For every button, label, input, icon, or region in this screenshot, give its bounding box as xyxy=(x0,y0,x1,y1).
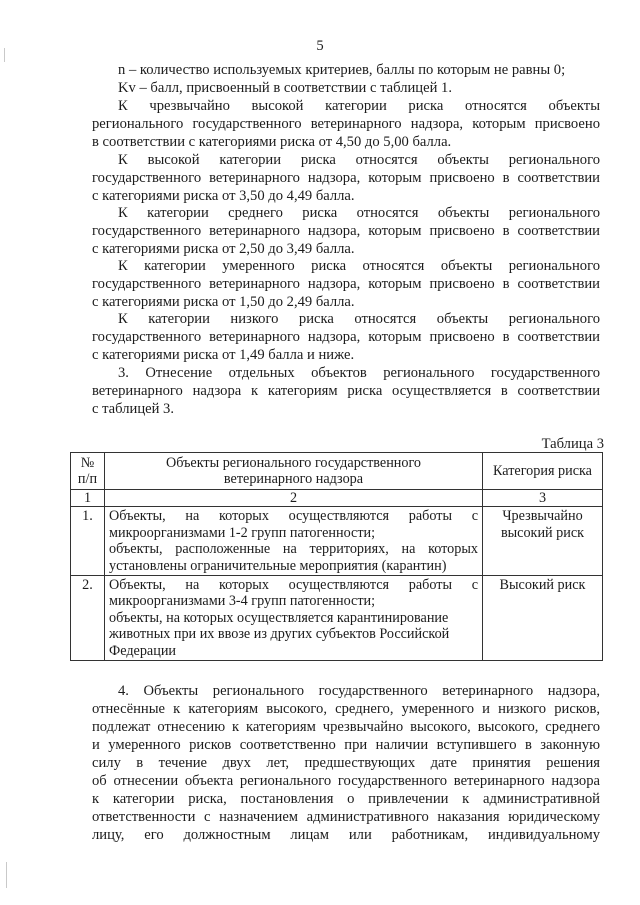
para-high-risk-line-2: государственного ветеринарного надзора, которым присвоено в соответствии xyxy=(92,170,600,186)
para-low-risk-line-1: К категории низкого риска относятся объекты регионального xyxy=(118,311,600,327)
para-medium-risk-line-2: государственного ветеринарного надзора, которым присвоено в соответствии xyxy=(92,223,600,239)
row-objects-line: установлены ограничительные мероприятия (карантин) xyxy=(109,557,447,574)
row-number: 1. xyxy=(71,507,105,576)
para-3-line-3: с таблицей 3. xyxy=(92,401,175,417)
column-number-1: 1 xyxy=(71,490,105,507)
header-number xyxy=(71,453,105,490)
para-4-line-8: ответственности с назначением административного наказания юридическому xyxy=(92,809,600,825)
para-4-line-1: 4. Объекты регионального государственного ветеринарного надзора, xyxy=(118,683,600,699)
para-4-line-6: об отнесении объекта регионального государственного ветеринарного надзора xyxy=(92,773,600,789)
para-3-line-1: 3. Отнесение отдельных объектов регионального государственного xyxy=(118,365,600,381)
row-risk-line: Чрезвычайно xyxy=(502,508,583,525)
para-4-line-5: силу в течение двух лет, предшествующих дате принятия решения xyxy=(92,755,600,771)
para-moderate-risk-line-1: К категории умеренного риска относятся объекты регионального xyxy=(118,258,600,274)
header-number-line-1: № xyxy=(80,454,95,471)
row-objects-line: Объекты, на которых осуществляются работы с xyxy=(109,508,478,525)
para-3-line-2: ветеринарного надзора к категориям риска осуществляется в соответствии xyxy=(92,383,600,399)
table-column-numbers-row xyxy=(71,490,603,507)
para-low-risk-line-2: государственного ветеринарного надзора, которым присвоено в соответствии xyxy=(92,329,600,345)
para-extreme-risk-line-1: К чрезвычайно высокой категории риска относятся объекты xyxy=(118,98,600,114)
header-risk-category: Категория риска xyxy=(483,453,603,490)
para-high-risk-line-3: с категориями риска от 3,50 до 4,49 балла. xyxy=(92,188,355,204)
para-moderate-risk-line-2: государственного ветеринарного надзора, которым присвоено в соответствии xyxy=(92,276,600,292)
para-4-line-2: отнесённые к категориям высокого, среднего, умеренного и низкого рисков, xyxy=(92,701,600,717)
row-objects-line: животных при их ввозе из других субъектов Российской xyxy=(109,626,450,643)
scan-mark xyxy=(6,862,7,888)
column-number-2: 2 xyxy=(105,490,483,507)
table-row xyxy=(71,507,603,576)
para-4-line-9: лицу, его должностным лицам или работникам, индивидуальному xyxy=(92,827,600,843)
row-risk-line: Высокий риск xyxy=(499,577,586,594)
row-objects-line: Объекты, на которых осуществляются работы с xyxy=(109,577,478,594)
row-number: 2. xyxy=(71,576,105,661)
n-definition: n – количество используемых критериев, баллы по которым не равны 0; xyxy=(118,62,566,78)
kv-definition: Kv – балл, присвоенный в соответствии с таблицей 1. xyxy=(118,80,452,96)
para-extreme-risk-line-2: регионального государственного ветеринарного надзора, которым присвоено xyxy=(92,116,600,132)
para-4-line-3: подлежат отнесению к категориям чрезвычайно высокого, высокого, среднего xyxy=(92,719,600,735)
para-high-risk-line-1: К высокой категории риска относятся объекты регионального xyxy=(118,152,600,168)
row-objects-line: Федерации xyxy=(109,642,177,659)
para-4-line-7: к категории риска, постановления о привлечении к административной xyxy=(92,791,600,807)
page-number: 5 xyxy=(316,38,324,54)
row-objects-line: объекты, расположенные на территориях, на которых xyxy=(109,541,478,558)
para-extreme-risk-line-3: в соответствии с категориями риска от 4,50 до 5,00 балла. xyxy=(92,134,452,150)
para-medium-risk-line-1: К категории среднего риска относятся объекты регионального xyxy=(118,205,600,221)
row-objects-line: микроорганизмами 3-4 групп патогенности; xyxy=(109,593,376,610)
row-risk-line: высокий риск xyxy=(500,524,585,541)
para-moderate-risk-line-3: с категориями риска от 1,50 до 2,49 балла. xyxy=(92,294,355,310)
para-medium-risk-line-3: с категориями риска от 2,50 до 3,49 балла. xyxy=(92,241,355,257)
row-objects xyxy=(105,507,483,576)
row-risk-category xyxy=(483,576,603,661)
para-low-risk-line-3: с категориями риска от 1,49 балла и ниже. xyxy=(92,347,355,363)
header-objects xyxy=(105,453,483,490)
row-objects xyxy=(105,576,483,661)
row-risk-category xyxy=(483,507,603,576)
row-objects-line: микроорганизмами 1-2 групп патогенности; xyxy=(109,524,376,541)
column-number-3: 3 xyxy=(483,490,603,507)
table-caption: Таблица 3 xyxy=(541,436,604,452)
row-objects-line: объекты, на которых осуществляется карантинирование xyxy=(109,609,449,626)
para-4-line-4: и умеренного рисков соответственно при наличии вступившего в законную xyxy=(92,737,600,753)
scan-mark xyxy=(4,48,5,62)
table-header-row xyxy=(71,453,603,490)
header-number-line-2: п/п xyxy=(77,471,98,487)
risk-category-table xyxy=(70,452,603,661)
header-objects-line-2: ветеринарного надзора xyxy=(223,471,364,487)
header-objects-line-1: Объекты регионального государственного xyxy=(165,454,422,471)
table-row xyxy=(71,576,603,661)
